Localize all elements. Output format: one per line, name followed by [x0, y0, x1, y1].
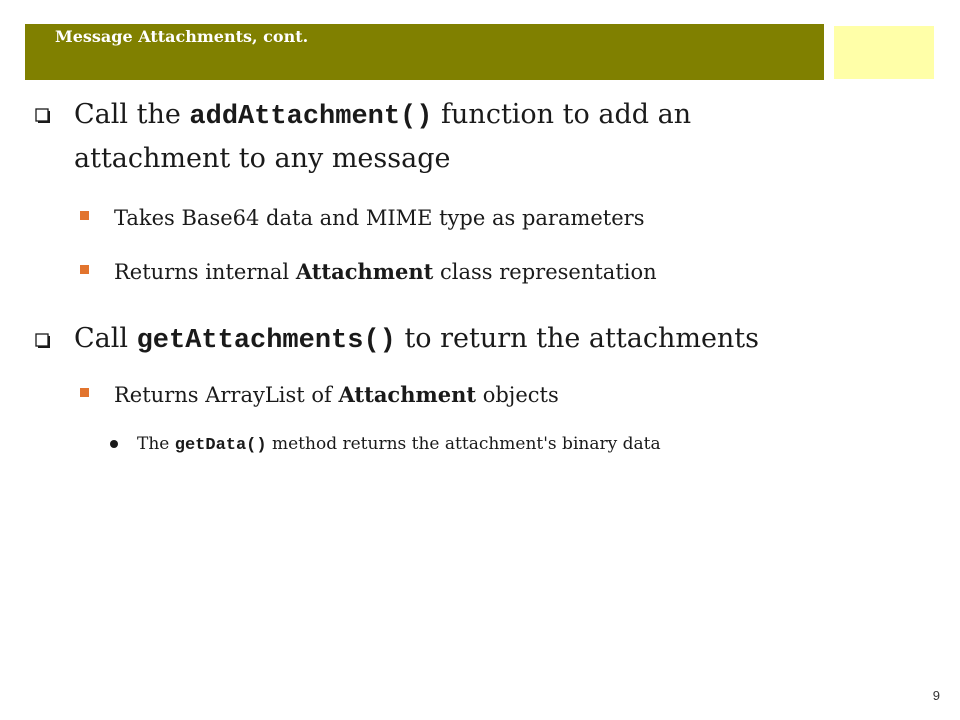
- bullet-1-line-1: [74, 93, 691, 139]
- bullet-2-sub-sub-1: [137, 432, 661, 458]
- bullet-1-sub-2: [114, 257, 657, 287]
- bullet-2-sub-1-pre: Returns ArrayList of: [114, 383, 339, 407]
- bullet-2-sub-1-post: objects: [476, 383, 559, 407]
- round-bullet-icon: [110, 440, 118, 448]
- bullet-2-pre: Call: [74, 323, 137, 354]
- bullet-2-line-1: [74, 317, 759, 363]
- slide-title: Message Attachments, cont.: [55, 27, 309, 46]
- bullet-2-sub-1: [114, 380, 559, 410]
- orange-square-bullet-icon: [80, 388, 89, 397]
- orange-square-bullet-icon: [80, 265, 89, 274]
- hollow-square-bullet-icon: [35, 108, 51, 124]
- bullet-2-sub-sub-1-code: getData(): [174, 436, 267, 455]
- page-number: 9: [932, 688, 940, 703]
- bullet-2-sub-1-bold: Attachment: [338, 382, 477, 407]
- bullet-2-post: to return the attachments: [395, 323, 760, 354]
- bullet-1-sub-2-pre: Returns internal: [114, 260, 296, 284]
- hollow-square-bullet-icon: [35, 333, 51, 349]
- title-bar: [25, 24, 824, 80]
- bullet-1-sub-1: Takes Base64 data and MIME type as parameters: [114, 206, 645, 230]
- bullet-1-pre: Call the: [74, 99, 190, 130]
- bullet-1-post: function to add an: [432, 99, 692, 130]
- orange-square-bullet-icon: [80, 211, 89, 220]
- bullet-1-code: addAttachment(): [189, 102, 433, 132]
- bullet-1-line-2: attachment to any message: [74, 143, 451, 174]
- bullet-2-code: getAttachments(): [136, 326, 396, 356]
- bullet-1-sub-2-post: class representation: [433, 260, 657, 284]
- accent-box: [834, 26, 934, 79]
- bullet-1-sub-2-bold: Attachment: [295, 259, 434, 284]
- bullet-2-sub-sub-1-post: method returns the attachment's binary data: [266, 434, 661, 454]
- bullet-2-sub-sub-1-pre: The: [137, 434, 175, 454]
